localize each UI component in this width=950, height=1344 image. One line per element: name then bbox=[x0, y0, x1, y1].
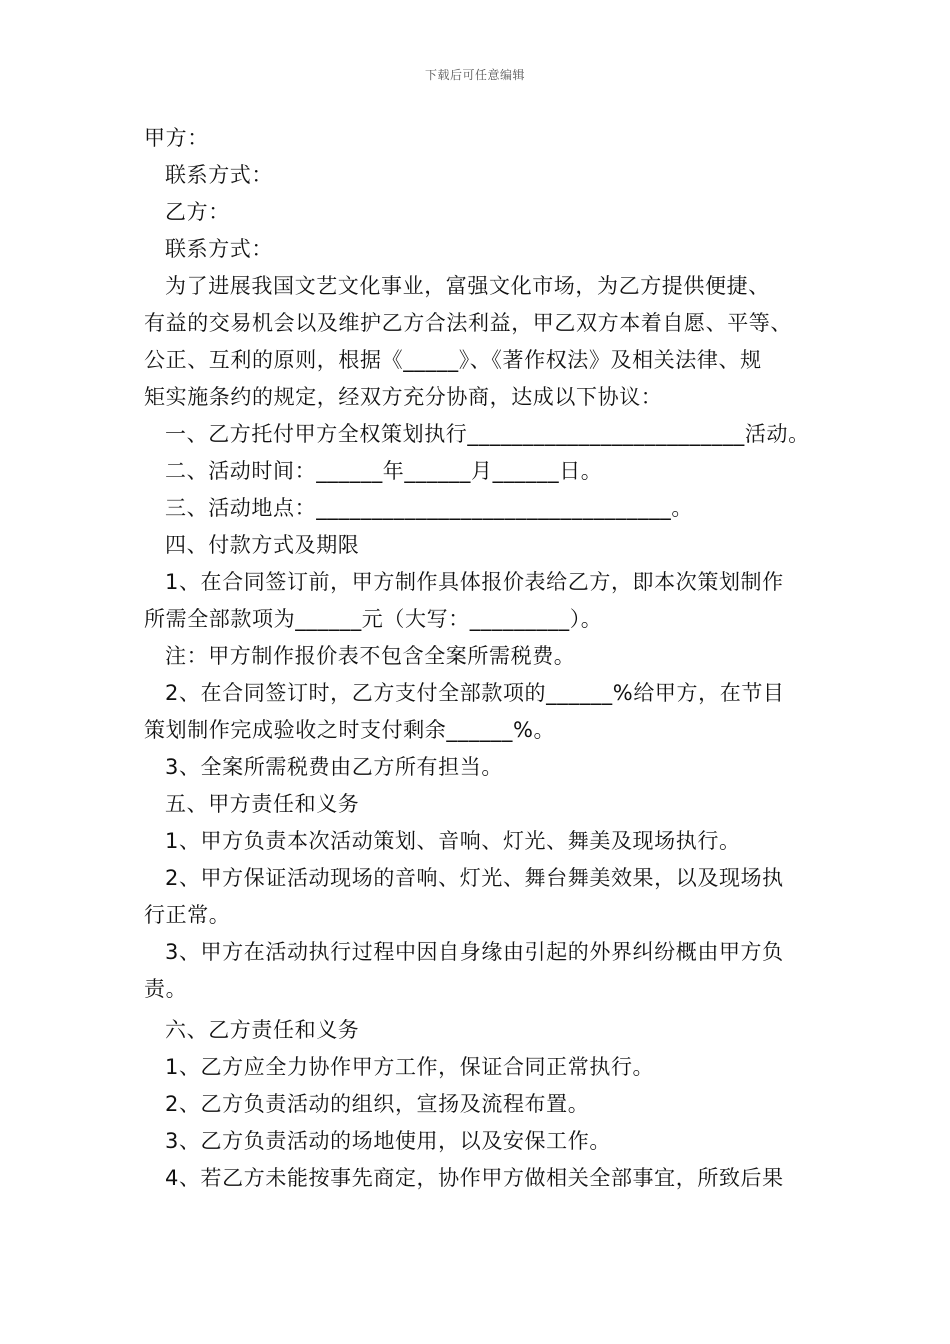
section-4-note: 注：甲方制作报价表不包含全案所需税费。 bbox=[165, 644, 576, 668]
section-4-item-1-line-1: 1、在合同签订前，甲方制作具体报价表给乙方，即本次策划制作 bbox=[165, 570, 784, 594]
line-party-a: 甲方： bbox=[144, 126, 209, 150]
section-5-item-1: 1、甲方负责本次活动策划、音响、灯光、舞美及现场执行。 bbox=[165, 829, 741, 853]
contract-body bbox=[144, 120, 808, 1197]
section-5-item-2-line-1: 2、甲方保证活动现场的音响、灯光、舞台舞美效果，以及现场执 bbox=[165, 866, 784, 890]
clause-2-activity-time: 二、活动时间：______年______月______日。 bbox=[165, 459, 603, 483]
line-contact-b: 联系方式： bbox=[165, 237, 273, 261]
section-6-item-4-line-1: 4、若乙方未能按事先商定，协作甲方做相关全部事宜，所致后果 bbox=[165, 1166, 784, 1190]
preamble-line-4: 矩实施条约的规定，经双方充分协商，达成以下协议： bbox=[144, 385, 663, 409]
section-6-item-2: 2、乙方负责活动的组织，宣扬及流程布置。 bbox=[165, 1092, 590, 1116]
section-4-item-1-line-2: 所需全部款项为______元（大写：_________）。 bbox=[144, 607, 603, 631]
clause-3-activity-location: 三、活动地点：________________________________。 bbox=[165, 496, 693, 520]
section-5-item-3-line-2: 责。 bbox=[144, 977, 188, 1001]
section-6-item-1: 1、乙方应全力协作甲方工作，保证合同正常执行。 bbox=[165, 1055, 655, 1079]
section-5-heading: 五、甲方责任和义务 bbox=[165, 792, 360, 816]
section-4-item-2-line-1: 2、在合同签订时，乙方支付全部款项的______%给甲方，在节目 bbox=[165, 681, 785, 705]
line-contact-a: 联系方式： bbox=[165, 163, 273, 187]
line-party-b: 乙方： bbox=[165, 200, 230, 224]
clause-1: 一、乙方托付甲方全权策划执行_________________________活动。 bbox=[165, 422, 810, 446]
section-6-heading: 六、乙方责任和义务 bbox=[165, 1018, 360, 1042]
section-5-item-3-line-1: 3、甲方在活动执行过程中因自身缘由引起的外界纠纷概由甲方负 bbox=[165, 940, 784, 964]
section-4-item-3: 3、全案所需税费由乙方所有担当。 bbox=[165, 755, 503, 779]
page-header-note: 下载后可任意编辑 bbox=[424, 68, 525, 82]
section-4-item-2-line-2: 策划制作完成验收之时支付剩余______%。 bbox=[144, 718, 556, 742]
preamble-line-1: 为了进展我国文艺文化事业，富强文化市场，为乙方提供便捷、 bbox=[165, 274, 770, 298]
preamble-line-2: 有益的交易机会以及维护乙方合法利益，甲乙双方本着自愿、平等、 bbox=[144, 311, 792, 335]
section-6-item-3: 3、乙方负责活动的场地使用，以及安保工作。 bbox=[165, 1129, 611, 1153]
section-4-heading: 四、付款方式及期限 bbox=[165, 533, 360, 557]
preamble-line-3: 公正、互利的原则，根据《_____》、《著作权法》及相关法律、规 bbox=[144, 348, 762, 372]
section-5-item-2-line-2: 行正常。 bbox=[144, 903, 231, 927]
